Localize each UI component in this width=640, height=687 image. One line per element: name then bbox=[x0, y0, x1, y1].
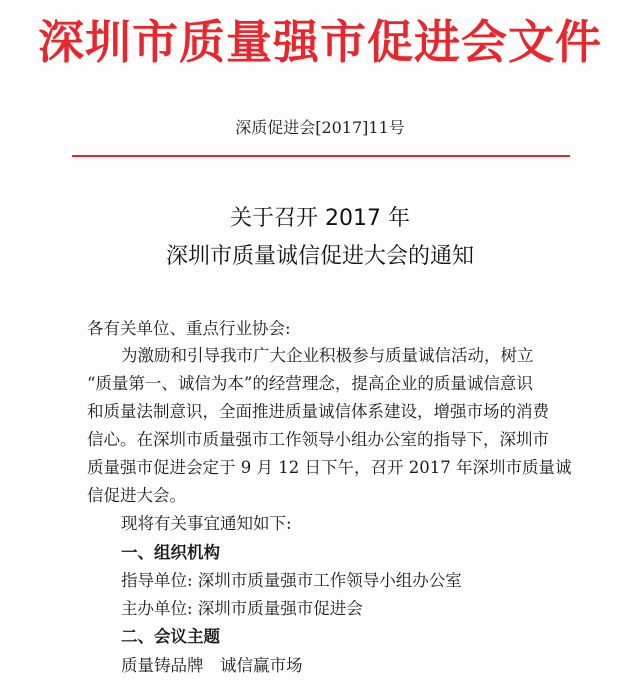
paragraph-line: 质量强市促进会定于 9 月 12 日下午，召开 2017 年深圳市质量诚 bbox=[87, 458, 572, 477]
red-divider-line bbox=[72, 155, 570, 157]
salutation: 各有关单位、重点行业协会: bbox=[87, 319, 291, 338]
section-2-heading: 二、会议主题 bbox=[121, 627, 220, 646]
host-unit-line: 主办单位: 深圳市质量强市促进会 bbox=[121, 599, 363, 618]
paragraph-line: 信促进大会。 bbox=[87, 486, 186, 505]
paragraph-line: 信心。在深圳市质量强市工作领导小组办公室的指导下，深圳市 bbox=[87, 430, 549, 449]
paragraph-line: “质量第一、诚信为本”的经营理念，提高企业的质量诚信意识 bbox=[87, 374, 533, 393]
intro-line: 现将有关事宜通知如下: bbox=[121, 514, 292, 533]
theme-line: 质量铸品牌 诚信赢市场 bbox=[121, 656, 303, 675]
notice-title-line-1: 关于召开 2017 年 bbox=[230, 206, 410, 231]
section-1-heading: 一、组织机构 bbox=[121, 543, 220, 562]
paragraph-line: 和质量法制意识，全面推进质量诚信体系建设，增强市场的消费 bbox=[87, 402, 549, 421]
guide-unit-line: 指导单位: 深圳市质量强市工作领导小组办公室 bbox=[121, 571, 462, 590]
document-number: 深质促进会[2017]11号 bbox=[235, 118, 405, 137]
issuer-title: 深圳市质量强市促进会文件 bbox=[38, 15, 602, 69]
paragraph-line: 为激励和引导我市广大企业积极参与质量诚信活动，树立 bbox=[121, 346, 534, 365]
notice-title-line-2: 深圳市质量诚信促进大会的通知 bbox=[165, 244, 474, 269]
